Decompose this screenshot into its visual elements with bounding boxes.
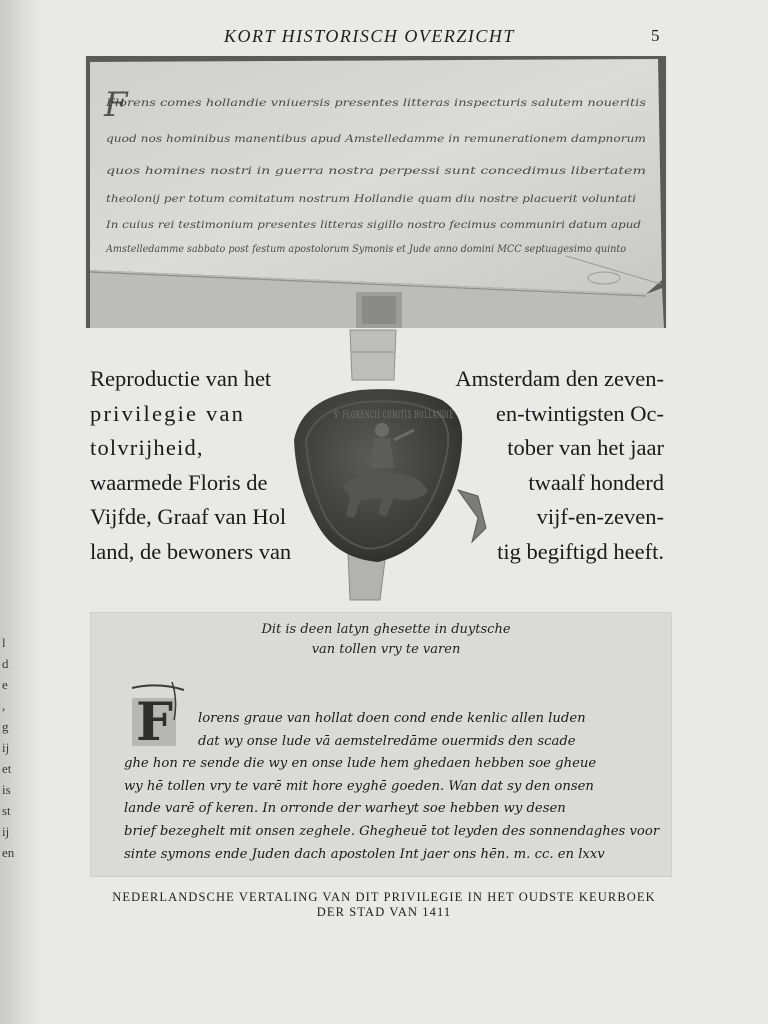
charter-photograph — [86, 56, 666, 328]
manuscript-line: wy hē tollen vry te varē mit hore eyghē goeden. Wan dat sy den onsen — [124, 778, 594, 794]
page-header — [0, 22, 768, 48]
edge-mark: st — [2, 803, 11, 818]
charter-initial-f: F — [104, 85, 128, 125]
figure-caption-line: NEDERLANDSCHE VERTALING VAN DIT PRIVILEGIE IN HET OUDSTE KEURBOEK — [112, 890, 656, 904]
page-gutter-shadow — [0, 0, 42, 1024]
caption-line: Reproductie van het — [90, 366, 272, 391]
caption-line: tolvrijheid, — [90, 435, 204, 460]
charter-latin-line: In cuius rei testimonium presentes litteras sigillo nostro fecimus communiri datum apud — [104, 219, 642, 231]
edge-mark: l — [2, 635, 6, 650]
manuscript-heading — [256, 620, 516, 660]
caption-line: Vijfde, Graaf van Hol — [90, 504, 287, 529]
edge-mark: , — [2, 698, 6, 713]
edge-mark: e — [2, 677, 8, 692]
charter-latin-line: Amstelledamme sabbato post festum apostolorum Symonis et Jude anno domini MCC septuagesimo quinto — [105, 243, 626, 255]
figure-caption — [108, 890, 660, 920]
edge-mark: et — [2, 761, 12, 776]
charter-latin-line: theolonij per totum comitatum nostrum Hollandie quam diu nostre placuerit voluntati — [106, 193, 636, 205]
edge-mark: en — [2, 845, 15, 860]
manuscript-line: sinte symons ende Juden dach apostolen Int jaer ons hēn. m. cc. en lxxv — [124, 846, 605, 862]
parchment-image — [86, 56, 666, 328]
caption-line: twaalf honderd — [528, 469, 664, 495]
caption-left-column — [90, 362, 291, 569]
edge-mark: ij — [2, 824, 10, 839]
caption-line: en-twintigsten Oc- — [495, 400, 664, 426]
facing-page-edge-text — [2, 632, 18, 863]
caption-line: tober van het jaar — [507, 435, 664, 460]
caption-line: vijf-en-zeven- — [536, 504, 664, 529]
manuscript-heading-line: van tollen vry te varen — [311, 642, 461, 657]
edge-mark: d — [2, 656, 9, 671]
caption-right-column — [420, 362, 664, 569]
charter-latin-line: Florens comes hollandie vniuersis presentes litteras inspecturis salutem noueritis — [104, 97, 647, 109]
charter-latin-line: quos homines nostri in guerra nostra perpessi sunt concedimus libertatem — [106, 165, 647, 177]
manuscript-line: dat wy onse lude vā aemstelredāme ouermids den scade — [198, 733, 576, 749]
caption-line: tig begiftigd heeft. — [497, 538, 664, 564]
page-number: 5 — [651, 26, 660, 45]
edge-mark: g — [2, 719, 9, 734]
initial-letter: F — [136, 692, 173, 752]
running-title: KORT HISTORISCH OVERZICHT — [224, 26, 515, 46]
manuscript-line: lorens graue van hollat doen cond ende kenlic allen luden — [198, 711, 586, 726]
manuscript-photograph — [90, 612, 672, 877]
caption-line: waarmede Floris de — [90, 469, 268, 495]
manuscript-line: brief bezeghelt mit onsen zeghele. Ghegheuē tot leyden des sonnendaghes voor — [124, 823, 660, 839]
caption-line: Amsterdam den zeven- — [455, 366, 664, 391]
figure-caption-line: DER STAD VAN 1411 — [316, 905, 452, 919]
caption-line: land, de bewoners van — [90, 538, 292, 564]
manuscript-line: ghe hon re sende die wy en onse lude hem ghedaen hebben soe gheue — [124, 756, 597, 772]
manuscript-heading-line: Dit is deen latyn ghesette in duytsche — [261, 622, 511, 637]
charter-latin-line: quod nos hominibus manentibus apud Amstelledamme in remunerationem dampnorum — [106, 133, 647, 145]
manuscript-text — [124, 708, 660, 866]
edge-mark: is — [2, 782, 11, 797]
caption-line: privilegie van — [90, 400, 246, 426]
edge-mark: ij — [2, 740, 10, 755]
manuscript-line: lande varē of keren. In orronde der warheyt soe hebben wy desen — [124, 801, 566, 817]
seal-legend: S' FLORENCII COMITIS HOLLANDIE — [334, 410, 454, 421]
